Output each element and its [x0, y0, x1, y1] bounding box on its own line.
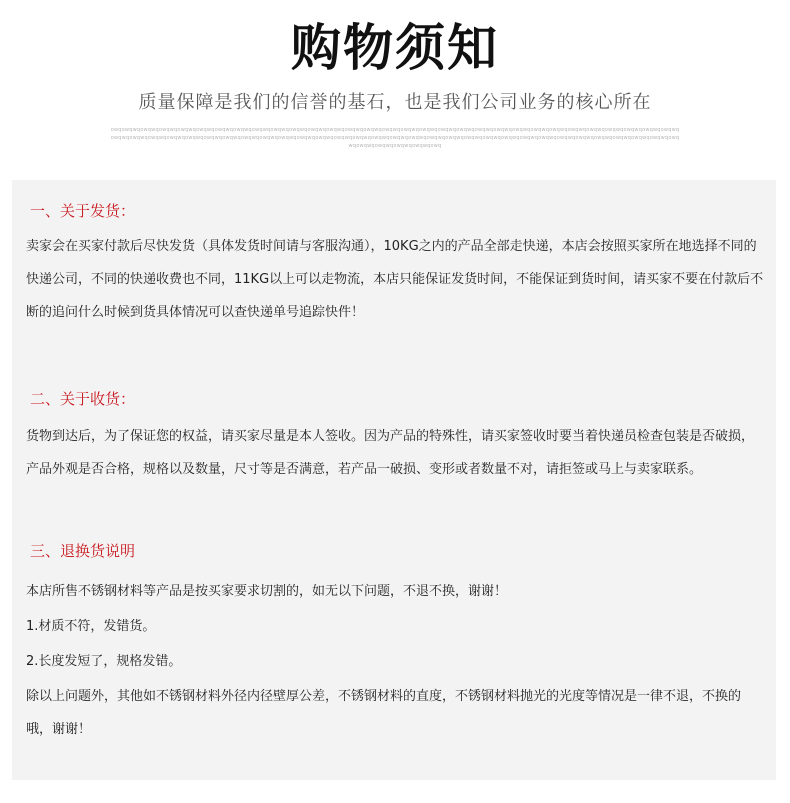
returns-paragraph-final: 除以上问题外，其他如不锈钢材料外径内径壁厚公差，不锈钢材料的直度，不锈钢材料抛光的光度等情况是一律不退，不换的哦，谢谢！: [26, 689, 742, 737]
section-title-returns: 三、退换货说明: [30, 542, 136, 560]
decorative-text: owqowqwqowqwqowqwqowqwqowqwqowqwqowqwqowqwqowqwqowqwqowqwqowqwqowqwqowqwqowqwqowqwqowqwqowqwqowqwqowqwqowqwqowqwqowqwqowqwqowqwqowqwqowqwqowqwqowqwqowqwqowqwqowqwqowqwqowqwqowqwqowqwqowqwqowqwqowqwqowqwqowqwqowqwqowqwqowqwqowqwqowqwqowqwqowqwqowqwqowqwqowqwqowqwqowqwqowqwqowqwqowqwqowqwqowqwqowqwqowqwqowqwqowqwqowqwqowqwqowqwqowq: [110, 127, 680, 149]
receiving-paragraph: 货物到达后，为了保证您的权益，请买家尽量是本人签收。因为产品的特殊性，请买家签收时要当着快递员检查包装是否破损，产品外观是否合格，规格以及数量，尺寸等是否满意，若产品一破损、变形或者数量不对，请拒签或马上与卖家联系。: [26, 429, 755, 477]
page-title: 购物须知: [291, 19, 499, 77]
notice-panel: [12, 180, 776, 780]
page-subtitle: 质量保障是我们的信誉的基石，也是我们公司业务的核心所在: [138, 92, 652, 113]
returns-item-1: 1.材质不符，发错货。: [26, 619, 156, 634]
returns-paragraph-intro: 本店所售不锈钢材料等产品是按买家要求切割的，如无以下问题，不退不换，谢谢！: [26, 584, 508, 599]
returns-item-2: 2.长度发短了，规格发错。: [26, 654, 182, 669]
section-title-shipping: 一、关于发货：: [30, 202, 136, 220]
shipping-paragraph: 卖家会在买家付款后尽快发货（具体发货时间请与客服沟通），10KG之内的产品全部走快递，本店会按照买家所在地选择不同的快递公司，不同的快递收费也不同，11KG以上可以走物流，本店只能保证发货时间，不能保证到货时间，请买家不要在付款后不断的追问什么时候到货具体情况可以查快递单号追踪快件！: [26, 239, 764, 320]
section-title-receiving: 二、关于收货：: [30, 390, 136, 408]
